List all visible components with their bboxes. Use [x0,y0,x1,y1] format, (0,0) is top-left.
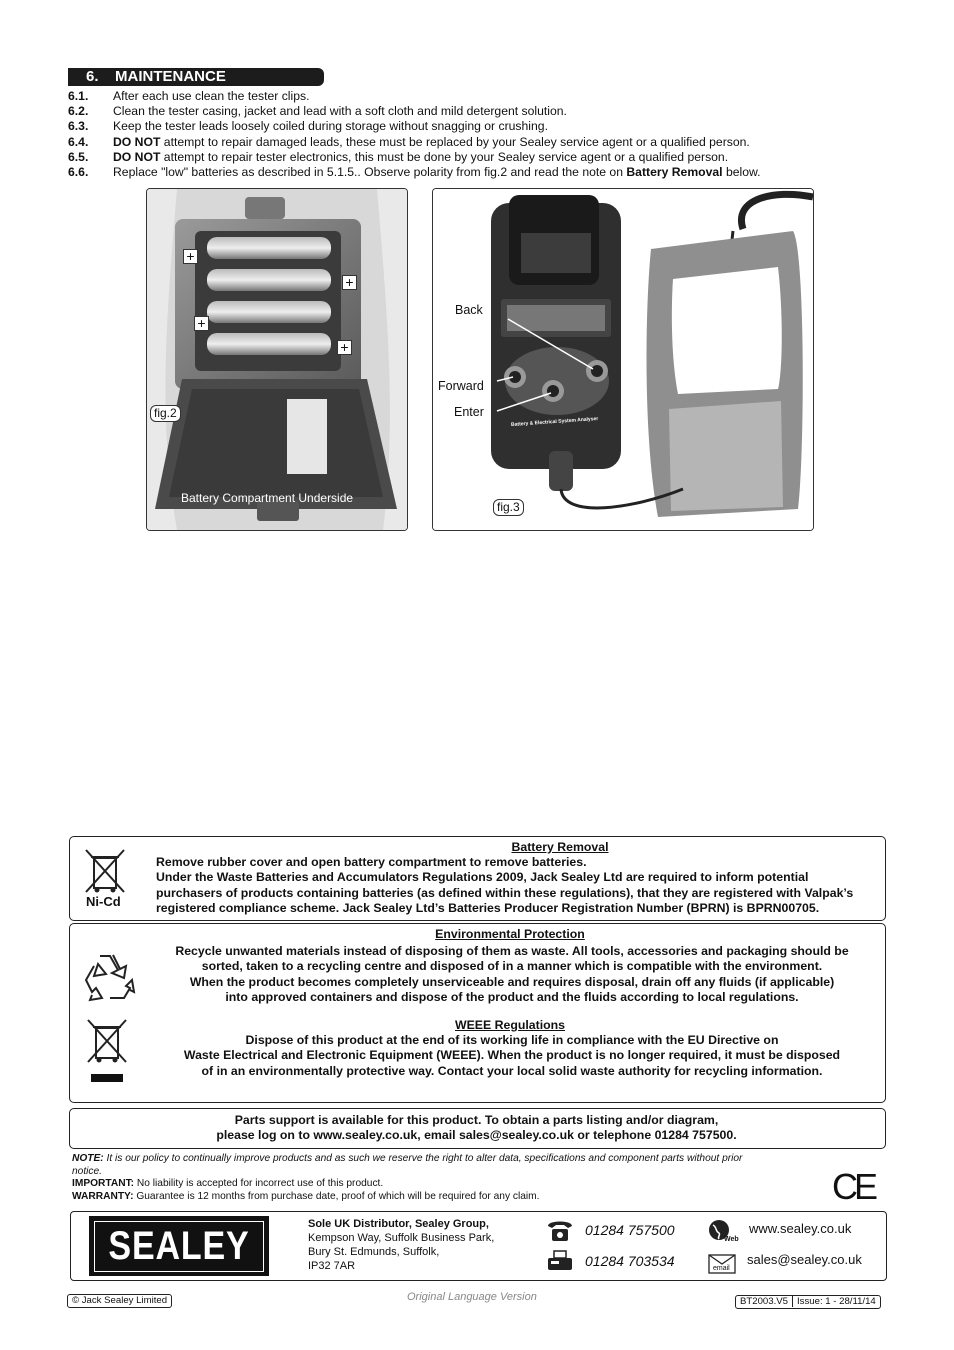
fax-icon [546,1250,574,1272]
figure-caption: fig.3 [493,499,524,516]
enter-label: Enter [454,405,484,419]
back-label: Back [455,303,483,317]
language-note: Original Language Version [407,1291,537,1303]
telephone-icon [546,1220,574,1242]
battery-heading: Battery Removal [511,840,609,854]
section-title: MAINTENANCE [115,68,226,85]
notes: NOTE: It is our policy to continually improve products and as such we reserve the right to alter data, specifications and component parts without prior notice. IMPORTANT: No liability is accepted for incorrect use of this product. WARRANTY: Guarantee is 12 months from purchase date, proof of which will be required for any claim. [72,1153,743,1202]
fax-number: 01284 703534 [585,1253,675,1269]
crossed-bin-icon [82,848,128,896]
email-icon-label: email [713,1265,730,1272]
figure-label: Battery Compartment Underside [181,491,354,505]
battery-text: Remove rubber cover and open battery compartment to remove batteries. Under the Waste Batteries and Accumulators Regulations 2009, Jack Sealey Ltd are required to inform potential purchasers of products containing batteries (as defined within these regulations), that they are registered with Valpak’s registered compliance scheme. Jack Sealey Ltd’s Batteries Producer Registration Number (BPRN) is BPRN00705. [156,855,854,916]
figure-battery-compartment [146,188,408,531]
weee-bin-icon [84,1018,130,1084]
recycle-icon [80,950,136,1004]
ce-mark: CE [832,1166,875,1207]
web-link[interactable]: www.sealey.co.uk [749,1221,852,1236]
model-issue-badge: BT2003.V5 Issue: 1 - 28/11/14 [735,1295,881,1309]
sealey-logo: SEALEY [89,1216,269,1276]
analyser-illustration [433,189,813,530]
copyright-badge: © Jack Sealey Limited [67,1294,172,1308]
section-number: 6. [86,68,99,85]
polarity-plus-icon: + [337,340,352,355]
environment-text: Recycle unwanted materials instead of disposing of them as waste. All tools, accessories and packaging should be sorted, taken to a recycling centre and disposed of in a manner which is compatible with the environment. When the product becomes completely unserviceable and requires disposal, drain off any fluids (if applicable) into approved containers and dispose of the product and the fluids according to local regulations. [175,944,849,1005]
forward-label: Forward [438,379,484,393]
section-header [68,68,324,86]
battery-compartment-illustration [147,189,407,530]
figure-caption: fig.2 [150,405,181,422]
parts-text: Parts support is available for this product. To obtain a parts listing and/or diagram, please log on to www.sealey.co.uk, email sales@sealey.co.uk or telephone 01284 757500. [216,1113,737,1143]
figure-analyser [432,188,814,531]
web-icon-label: Web [724,1236,739,1243]
device-label: Battery & Electrical System Analyser [510,415,599,429]
polarity-plus-icon: + [194,316,209,331]
polarity-plus-icon: + [342,275,357,290]
environment-heading: Environmental Protection [435,927,585,941]
weee-heading: WEEE Regulations [455,1018,565,1032]
distributor-address: Sole UK Distributor, Sealey Group, Kempson Way, Suffolk Business Park, Bury St. Edmunds, Suffolk, IP32 7AR [308,1218,495,1272]
nicd-label: Ni-Cd [86,894,121,909]
phone-number: 01284 757500 [585,1222,675,1238]
weee-text: Dispose of this product at the end of its working life in compliance with the EU Directive on Waste Electrical and Electronic Equipment (WEEE). When the product is no longer required, it must be disposed of in an environmentally protective way. Contact your local solid waste authority for recycling information. [183,1033,841,1078]
polarity-plus-icon: + [183,249,198,264]
email-link[interactable]: sales@sealey.co.uk [747,1252,862,1267]
